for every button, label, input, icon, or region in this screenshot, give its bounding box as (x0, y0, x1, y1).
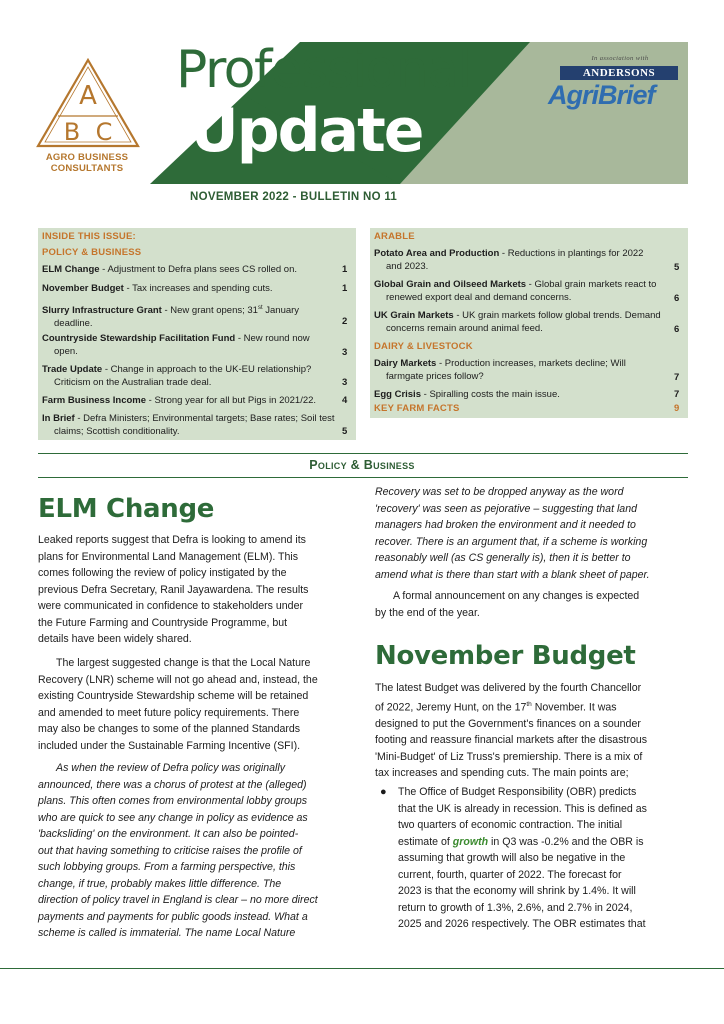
toc-page: 1 (342, 264, 348, 275)
budget-paragraph-1: The latest Budget was delivered by the fourth Chancellor of 2022, Jeremy Hunt, on the 17th November. It was designed to put the Government's finances on a sounder footing and reassure financial markets after the disastrous 'Mini-Budget' of Liz Truss's premiership. There is a mix of tax increases and spending cuts. The main points are; (375, 682, 648, 780)
toc-page: 6 (674, 293, 680, 304)
association-text: In association with (591, 55, 649, 62)
toc-page: 7 (674, 372, 680, 383)
contents-box-left (38, 228, 356, 440)
budget-heading: November Budget (375, 641, 636, 671)
contents-box-right (370, 228, 688, 418)
toc-entry[interactable]: UK Grain Markets - UK grain markets follow global trends. Demand concerns remain around animal feed. (374, 310, 661, 334)
toc-page: 9 (674, 403, 680, 414)
elm-paragraph-4: Recovery was set to be dropped anyway as the word 'recovery' was seen as pejorative – suggesting that land managers had broken the environment and it needed to recover. There is an argument that, if a scheme is working reasonably well (as CS generally is), then it is better to amend what is there than start with a blank sheet of paper. (375, 486, 650, 581)
toc-page: 5 (342, 426, 348, 437)
toc-page: 3 (342, 347, 348, 358)
andersons-logo: ANDERSONS (560, 66, 678, 80)
toc-entry[interactable]: ELM Change - Adjustment to Defra plans sees CS rolled on. (42, 264, 298, 275)
toc-page: 1 (342, 283, 348, 294)
elm-paragraph-3: As when the review of Defra policy was originally announced, there was a chorus of protest at the (alleged) plans. This often comes from environmental lobby groups who are quick to see any change in policy as evidence as 'backsliding' on the environment. It can also be pointed- out that having something to criticise raises the profile of such lobbying groups. From a farming perspective, this change, if true, probably makes little difference. The direction of policy travel in England is clear – no more direct payments and payments for public goods instead. What a scheme is called is immaterial. The name Local Nature (38, 762, 318, 939)
toc-entry[interactable]: Farm Business Income - Strong year for all but Pigs in 2021/22. (42, 395, 317, 406)
toc-page: 3 (342, 377, 348, 388)
toc-page: 6 (674, 324, 680, 335)
title-update: Update (190, 96, 423, 166)
title-professional: Professional (176, 40, 471, 100)
elm-heading: ELM Change (38, 494, 215, 524)
arable-heading: ARABLE (374, 231, 415, 242)
toc-page: 5 (674, 262, 680, 273)
logo-line-2: CONSULTANTS (50, 163, 124, 174)
logo-letter-b: B (63, 118, 81, 146)
toc-entry[interactable]: Egg Crisis - Spiralling costs the main issue. (374, 389, 560, 400)
elm-paragraph-5: A formal announcement on any changes is expected by the end of the year. (375, 590, 640, 619)
inside-heading: INSIDE THIS ISSUE: (42, 231, 136, 242)
footer-rule (0, 968, 724, 969)
dairy-livestock-heading: DAIRY & LIVESTOCK (374, 341, 473, 352)
agribrief-logo: AgriBrief (548, 80, 655, 110)
bullet-icon: ● (380, 786, 387, 798)
toc-page: 7 (674, 389, 680, 400)
elm-paragraph-1: Leaked reports suggest that Defra is looking to amend its plans for Environmental Land Management (ELM). This comes following the review of policy instigated by the previous Defra Secretary, Ranil Jayawardena. The results were communicated in confidence to stakeholders under the Future Farming and Countryside Programme, but details have been widely shared. (38, 534, 309, 645)
logo-letter-a: A (79, 81, 97, 111)
section-title: Policy & Business (309, 458, 415, 472)
toc-entry[interactable]: In Brief - Defra Ministers; Environmental targets; Base rates; Soil test claims; Scottish conditionality. (42, 413, 335, 437)
toc-page: 4 (342, 395, 348, 406)
toc-entry[interactable]: Slurry Infrastructure Grant - New grant opens; 31st January deadline. (42, 305, 300, 329)
section-rule-top (38, 453, 688, 454)
toc-entry[interactable]: Trade Update - Change in approach to the UK-EU relationship? Criticism on the Australian trade deal. (42, 364, 312, 388)
budget-bullet-1: The Office of Budget Responsibility (OBR) predicts that the UK is already in recession. This is defined as two quarters of economic contraction. The initial estimate of growth in Q3 was -0.2% and the OBR is assuming that growth will also be negative in the current, fourth, quarter of 2022. The forecast for 2023 is that the economy will shrink by 1.4%. It will return to growth of 1.3%, 2.6%, and 2.7% in 2024, 2025 and 2026 respectively. The OBR estimates that (398, 786, 647, 930)
abc-logo (36, 58, 140, 150)
logo-line-1: AGRO BUSINESS (45, 152, 129, 163)
toc-entry[interactable]: Countryside Stewardship Facilitation Fund - New round now open. (42, 333, 310, 357)
toc-page: 2 (342, 316, 348, 327)
growth-link[interactable]: growth (452, 835, 489, 848)
section-rule-bottom (38, 477, 688, 478)
toc-entry[interactable]: Global Grain and Oilseed Markets - Global grain markets react to renewed export deal and demand concerns. (374, 279, 657, 303)
toc-entry[interactable]: November Budget - Tax increases and spending cuts. (42, 283, 273, 294)
toc-entry[interactable]: Dairy Markets - Production increases, markets decline; Will farmgate prices follow? (374, 358, 626, 382)
logo-letter-c: C (95, 118, 113, 146)
key-farm-facts-heading[interactable]: KEY FARM FACTS (374, 403, 460, 414)
bulletin-line: NOVEMBER 2022 - BULLETIN NO 11 (190, 191, 398, 203)
toc-entry[interactable]: Potato Area and Production - Reductions in plantings for 2022 and 2023. (374, 248, 644, 272)
elm-paragraph-2: The largest suggested change is that the Local Nature Recovery (LNR) scheme will not go ahead and, instead, the existing Countryside Stewardship scheme will be retained and amended to meet future policy requirements. There may also be changes to some of the planned Standards included under the Sustainable Farming Incentive (SFI). (38, 657, 318, 752)
policy-business-heading: POLICY & BUSINESS (42, 247, 142, 258)
